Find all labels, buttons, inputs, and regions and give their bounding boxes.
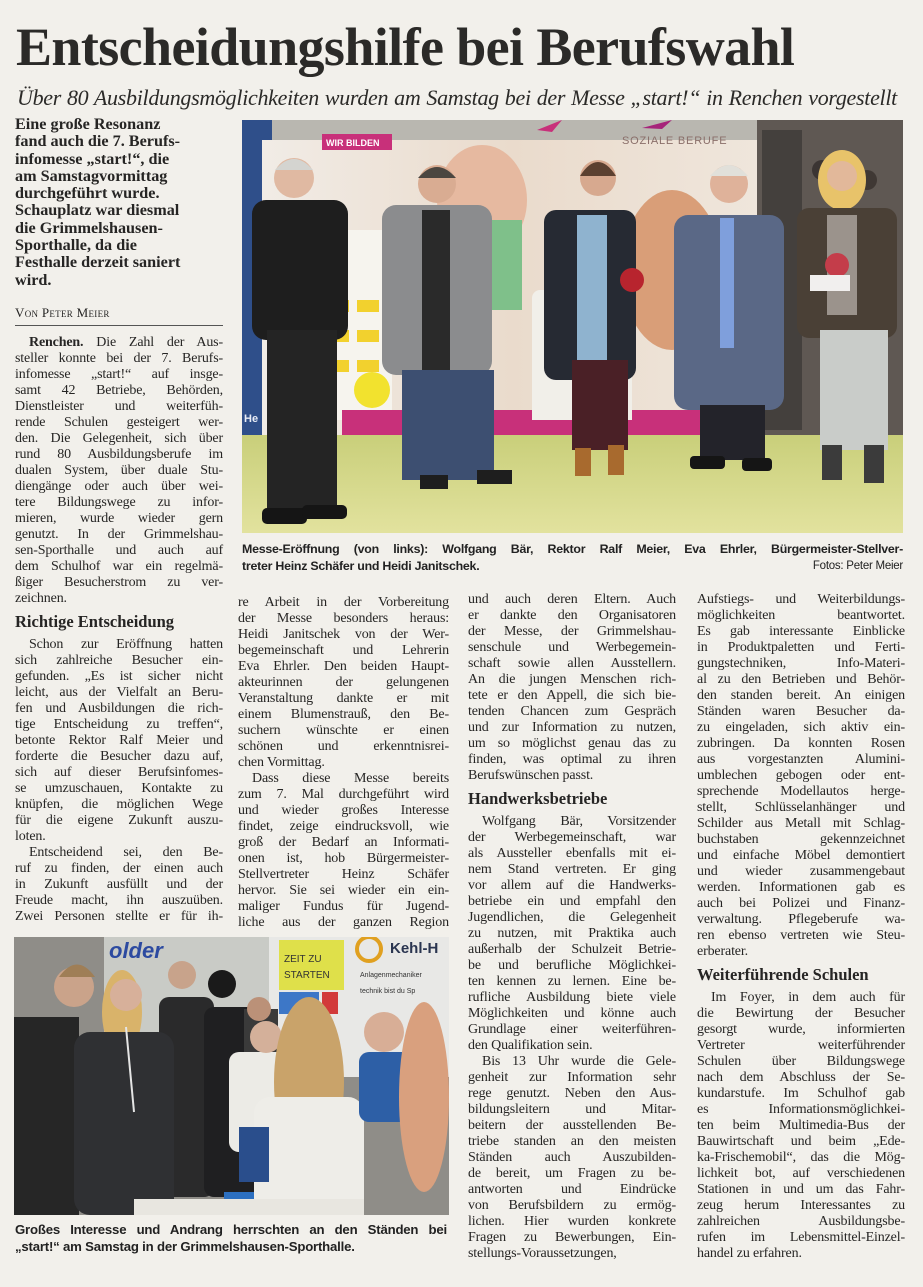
text-line: be und berufliche Möglichkei-: [468, 958, 676, 973]
caption-line: treter Heinz Schäfer und Heidi Janitschek.: [242, 559, 480, 573]
paragraph: [697, 990, 905, 1262]
text-line: Stationen in und um das Fahr-: [697, 1182, 905, 1197]
caption-line: Messe-Eröffnung (von links): Wolfgang Bär, Rektor Ralf Meier, Eva Ehrler, Bürgermeister-Stellver-: [242, 542, 903, 556]
text-line: den. Die Gelegenheit, sich über: [15, 431, 223, 446]
text-line: der Werbegemeinschaft, war: [468, 830, 676, 845]
text-line: betonte Rektor Ralf Meier und: [15, 733, 223, 748]
text-line: stellt, Schlüsselanhänger und: [697, 800, 905, 815]
text-line: begemeinschaft und Lehrerin: [238, 643, 449, 658]
text-line: diengänge oder auch über wei-: [15, 479, 223, 494]
text-line: zeichnen.: [15, 591, 67, 606]
paragraph: [468, 592, 676, 784]
text-line: lichen. Hier wurden konkrete: [468, 1214, 676, 1229]
text-line: bildungsleitern und Mitar-: [468, 1102, 676, 1117]
text-line: ren ebenso vertreten wie Steu-: [697, 928, 905, 943]
text-line: verwaltung. Pflegeberufe wa-: [697, 912, 905, 927]
text-line: einem Blumenstrauß, den Be-: [238, 707, 449, 722]
text-line: rund 80 Ausbildungsberufe im: [15, 447, 223, 462]
text-line: Dass diese Messe bereits: [252, 771, 449, 786]
text-line: werden. Informationen gab es: [697, 880, 905, 895]
text-line: den standen bereit. An einigen: [697, 688, 905, 703]
text-line: Möglichkeiten und könne auch: [468, 1006, 676, 1021]
text-line: möglichkeiten beantwortet.: [697, 608, 905, 623]
sign-line-2: technik bist du Sp: [360, 988, 416, 995]
text-line: nach dem Abschluss der Se-: [697, 1070, 905, 1085]
text-line: dualen System, über duale Stu-: [15, 463, 223, 478]
text-line: den Qualifikation sein.: [468, 1038, 593, 1053]
sign-zeit-zu: ZEIT ZU: [284, 954, 322, 965]
text-line: und zur Information zu nutzen,: [468, 720, 676, 735]
text-line: re Arbeit in der Vorbereitung: [238, 595, 449, 610]
text-line: Ständen waren Besucher da-: [697, 704, 905, 719]
text-line: ßiger Besucherstrom zu ver-: [15, 575, 223, 590]
sign-wir-bilden: WIR BILDEN: [326, 138, 380, 148]
text-line: samt 42 Betriebe, Behörden,: [15, 383, 223, 398]
text-line: buchstaben gekennzeichnet: [697, 832, 905, 847]
text-line: sich auf dieser Berufsinfomes-: [15, 765, 223, 780]
text-line: antworten und Eindrücke: [468, 1182, 676, 1197]
article-column-3: [468, 592, 676, 1262]
text-line: rufen im Lebensmittel-Einzel-: [697, 1230, 905, 1245]
paragraph: [15, 637, 223, 845]
lead-line: durchgeführt wurde.: [15, 184, 160, 203]
photo-visitors-at-stands: [14, 937, 449, 1215]
text-line: beitern der ausstellenden Be-: [468, 1118, 676, 1133]
photo-credit: Fotos: Peter Meier: [812, 560, 903, 572]
text-line: rufliche Ausbildung biete viele: [468, 990, 676, 1005]
article-column-2: [238, 595, 449, 931]
text-line: dem Schulhof war ein regelmä-: [15, 559, 223, 574]
text-line: Jugendlichen, die Gelegenheit: [468, 910, 676, 925]
text-line: leicht, aus der Vielfalt an Beru-: [15, 685, 223, 700]
text-line: von Berufsbildern zu ermög-: [468, 1198, 676, 1213]
text-line: in Zukunft ausfüllt und der: [15, 877, 223, 892]
section-heading: Richtige Entscheidung: [15, 612, 175, 631]
lead-line: die Grimmelshausen-: [15, 218, 163, 237]
text-line: findet, zeige eindrucksvoll, wie: [238, 819, 449, 834]
text-line: tenden Chancen zum Gespräch: [468, 704, 676, 719]
text-line: loten.: [15, 829, 46, 844]
sign-fragment: older: [109, 938, 163, 963]
photo-caption-opening: [242, 541, 903, 575]
paragraph: [15, 335, 223, 607]
text-line: gungstechniken, Info-Materi-: [697, 656, 905, 671]
text-line: infomesse „start!“ auf insge-: [15, 367, 223, 382]
lead-line: Schauplatz war diesmal: [15, 201, 180, 220]
sign-kehl: Kehl-H: [390, 940, 439, 957]
text-line: er dankte den Organisatoren: [468, 608, 676, 623]
text-line: Bauwirtschaft und beim „Ede-: [697, 1134, 905, 1149]
text-line: fen und Ausbildungen die rich-: [15, 701, 223, 716]
text-line: genheit zur Information sehr: [468, 1070, 676, 1085]
text-line: betriebe ein und empfahl den: [468, 894, 676, 909]
text-line: [15, 335, 223, 351]
text-line: es Informationsmöglichkei-: [697, 1102, 905, 1117]
text-line: zubringen. Da konnten Rosen: [697, 736, 905, 751]
article-column-1: [15, 335, 223, 925]
text-line: erberater.: [697, 944, 748, 959]
sign-soziale-berufe: SOZIALE BERUFE: [622, 135, 728, 147]
text-line: Es gab interessante Einblicke: [697, 624, 905, 639]
text-line: nem Stand vertreten. Er ging: [468, 862, 676, 877]
text-line: chen Vormittag.: [238, 755, 325, 770]
text-line: und einfache Möbel demontiert: [697, 848, 905, 863]
section-heading: Handwerksbetriebe: [468, 789, 608, 808]
text-line: rege genutzt. Neben den Aus-: [468, 1086, 676, 1101]
text-line: als Aussteller ebenfalls mit ei-: [468, 846, 676, 861]
text-line: schönen und erkenntnisrei-: [238, 739, 449, 754]
photo-opening-ceremony: [242, 120, 903, 533]
text-line: Ständen auch Auszubilden-: [468, 1150, 676, 1165]
paragraph: [238, 595, 449, 771]
text-line: der Messe besonders heraus:: [238, 611, 449, 626]
text-line: tete er den Appell, die sich bie-: [468, 688, 676, 703]
byline: Von Peter Meier: [15, 304, 223, 326]
text-line: lichkeit bot, auf verschiedenen: [697, 1166, 905, 1181]
text-line: in Produktpaletten und Ferti-: [697, 640, 905, 655]
lead-line: Festhalle derzeit saniert: [15, 253, 181, 272]
lead-line: Sporthalle, da die: [15, 236, 137, 255]
text-line: Vertreter weiterführender: [697, 1038, 905, 1053]
sign-starten: STARTEN: [284, 970, 330, 981]
section-heading: Weiterführende Schulen: [697, 965, 869, 984]
paragraph: [468, 1054, 676, 1262]
text-line: Schon zur Eröffnung hatten: [29, 637, 223, 652]
dateline: Renchen.: [29, 335, 84, 350]
text-line: sen-Sporthalle und auch auf: [15, 543, 223, 558]
text-line: onen ist, hob Bürgermeister-: [238, 851, 449, 866]
lead-line: infomesse „start!“, die: [15, 149, 170, 168]
text-line: ten kennen zu lernen. Eine be-: [468, 974, 676, 989]
text-line: sich zahlreiche Besucher ein-: [15, 653, 223, 668]
photo-caption-visitors: [15, 1221, 447, 1255]
text-line: triebe standen an den meisten: [468, 1134, 676, 1149]
text-line: vor allem auf die Handwerks-: [468, 878, 676, 893]
text-line: Eva Ehrler. Den beiden Haupt-: [238, 659, 449, 674]
lead-paragraph: [15, 116, 225, 289]
text-line: Schilder aus Metall mit Schlag-: [697, 816, 905, 831]
text-line: zahlreichen Ausbildungsbe-: [697, 1214, 905, 1229]
text-line: schaft sowie allen Ausstellern.: [468, 656, 676, 671]
text-line: zeug herum Interessantes zu: [697, 1198, 905, 1213]
text-line: Dienstleister und weiterfüh-: [15, 399, 223, 414]
text-line: Wolfgang Bär, Vorsitzender: [482, 814, 676, 829]
text-line: Zwei Personen stellte er für ih-: [15, 909, 223, 924]
text-line: handel zu erfahren.: [697, 1246, 802, 1261]
text-line: gefunden. „Es ist sicher nicht: [15, 669, 223, 684]
caption-line: „start!“ am Samstag in der Grimmelshausen-Sporthalle.: [15, 1239, 355, 1254]
text-line: tere Bildungswege zu infor-: [15, 495, 223, 510]
text-line: Im Foyer, in dem auch für: [711, 990, 905, 1005]
text-line: gesorgt wurde, informierten: [697, 1022, 905, 1037]
text-line: Grundlage einer weiterführen-: [468, 1022, 676, 1037]
text-line-rest: Die Zahl der Aus-: [96, 335, 223, 350]
text-line: Fragen zu Bewerbungen, Ein-: [468, 1230, 676, 1245]
text-line: finden, was optimal zu ihren: [468, 752, 676, 767]
text-line: liche aus der ganzen Region: [238, 915, 449, 930]
paragraph: [468, 814, 676, 1054]
headline: Entscheidungshilfe bei Berufswahl: [16, 17, 795, 77]
text-line: kundarstufe. Im Schulhof gab: [697, 1086, 905, 1101]
subheadline: Über 80 Ausbildungsmöglichkeiten wurden am Samstag bei der Messe „start!“ in Renchen vorgestellt: [17, 85, 897, 110]
text-line: Veranstaltung dankte er mit: [238, 691, 449, 706]
text-line: zum 7. Mal durchgeführt wird: [238, 787, 449, 802]
text-line: Bis 13 Uhr wurde die Gele-: [482, 1054, 676, 1069]
lead-line: wird.: [15, 270, 52, 289]
text-line: Entscheidend sei, den Be-: [29, 845, 223, 860]
text-line: se umzuschauen, Kontakte zu: [15, 781, 223, 796]
text-line: und auch deren Eltern. Auch: [468, 592, 676, 607]
text-line: Berufswünschen passt.: [468, 768, 594, 783]
text-line: umblechen gebogen oder ent-: [697, 768, 905, 783]
text-line: de bereit, um Fragen zu be-: [468, 1166, 676, 1181]
text-line: außerhalb der Schulzeit Betrie-: [468, 942, 676, 957]
text-line: senschule und Werbegemein-: [468, 640, 676, 655]
text-line: ruf zu finden, der einen auch: [15, 861, 223, 876]
sign-edge: He: [244, 413, 259, 425]
text-line: sprechende Modellautos herge-: [697, 784, 905, 799]
text-line: rende Schulen gesteigert wer-: [15, 415, 223, 430]
text-line: und wieder zusammengebaut: [697, 864, 905, 879]
text-line: stellungs-Voraussetzungen,: [468, 1246, 617, 1261]
text-line: um so möglichst genau das zu: [468, 736, 676, 751]
text-line: genutzt. In der Grimmelshau-: [15, 527, 223, 542]
text-line: Schulen über Bildungswege: [697, 1054, 905, 1069]
text-line: der Messe, der Grimmelshau-: [468, 624, 676, 639]
lead-line: fand auch die 7. Berufs-: [15, 132, 181, 151]
lead-line: Eine große Resonanz: [15, 115, 161, 133]
text-line: zu nutzen, mit Praktika auch: [468, 926, 676, 941]
text-line: al zu den Betrieben und Behör-: [697, 672, 905, 687]
caption-line: Großes Interesse und Andrang herrschten an den Ständen bei: [15, 1222, 447, 1237]
text-line: groß der Bedarf an Informati-: [238, 835, 449, 850]
text-line: zu eingeladen, sich aktiv ein-: [697, 720, 905, 735]
text-line: für die eigene Zukunft auszu-: [15, 813, 223, 828]
text-line: auch bei Polizei und Finanz-: [697, 896, 905, 911]
text-line: ten beim Multimedia-Bus der: [697, 1118, 905, 1133]
text-line: Aufstiegs- und Weiterbildungs-: [697, 592, 905, 607]
paragraph: [238, 771, 449, 931]
text-line: Heidi Janitschek von der Wer-: [238, 627, 449, 642]
lead-line: am Samstagvormittag: [15, 166, 168, 185]
paragraph: [697, 592, 905, 960]
text-line: mieren, wurde wieder gern: [15, 511, 223, 526]
text-line: hervor. Sie sei wieder ein ein-: [238, 883, 449, 898]
text-line: maliger Fundus für Jugend-: [238, 899, 449, 914]
text-line: knüpfen, die möglichen Wege: [15, 797, 223, 812]
text-line: Freude macht, ihn auszuüben.: [15, 893, 223, 908]
text-line: An die jungen Menschen rich-: [468, 672, 676, 687]
text-line: akteurinnen der gelungenen: [238, 675, 449, 690]
text-line: und wieder großes Interesse: [238, 803, 449, 818]
text-line: forderte die Besucher dazu auf,: [15, 749, 223, 764]
sign-line-1: Anlagenmechaniker: [360, 972, 422, 979]
text-line: Stellvertreter Heinz Schäfer: [238, 867, 449, 882]
text-line: suchern wünschte er einen: [238, 723, 449, 738]
text-line: tige Entscheidung zu treffen“,: [15, 717, 223, 732]
text-line: die Bewirtung der Besucher: [697, 1006, 905, 1021]
text-line: aus vorgestanzten Alumini-: [697, 752, 905, 767]
text-line: steller konnte bei der 7. Berufs-: [15, 351, 223, 366]
paragraph: [15, 845, 223, 925]
text-line: ka-Frischemobil“, das die Mög-: [697, 1150, 905, 1165]
article-column-4: [697, 592, 905, 1262]
